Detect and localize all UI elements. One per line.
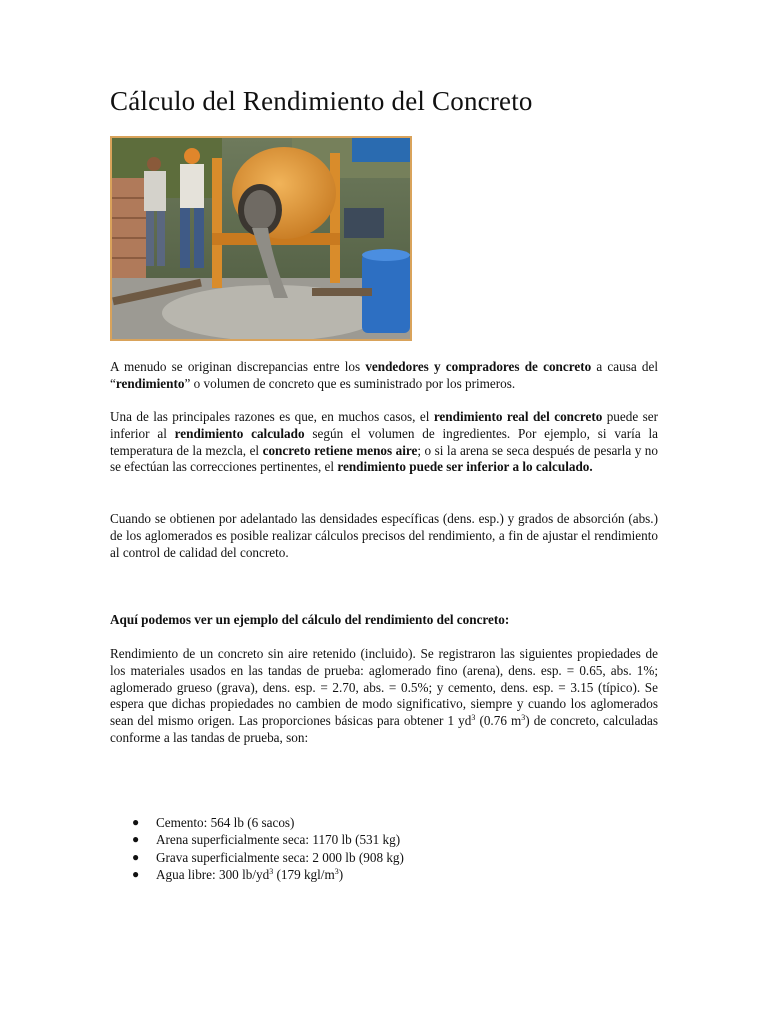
reasons-bold-2: rendimiento calculado <box>174 425 305 441</box>
example-text-2: (0.76 m <box>475 713 522 729</box>
example-heading <box>110 612 658 629</box>
intro-text-1: A menudo se originan discrepancias entre los <box>110 359 366 374</box>
densities-paragraph: Cuando se obtienen por adelantado las densidades específicas (dens. esp.) y grados de absorción (abs.) de los aglomerados es posible realizar cálculos precisos del rendimiento, a fin de ajustar el rendimiento al control de calidad del concreto. <box>110 511 658 560</box>
list-item-text: Grava superficialmente seca: 2 000 lb (908 kg) <box>156 849 404 865</box>
example-paragraph <box>110 646 658 747</box>
list-item-text: Agua libre: 300 lb/yd <box>156 867 270 883</box>
intro-bold-2: rendimiento <box>115 375 185 391</box>
list-item-text: Cemento: 564 lb (6 sacos) <box>156 815 295 830</box>
concrete-mixer-photo <box>110 136 412 341</box>
list-item <box>132 831 404 848</box>
reasons-paragraph <box>110 409 658 476</box>
list-item-text-3: ) <box>338 867 344 883</box>
list-item-text: Arena superficialmente seca: 1170 lb (531 kg) <box>156 832 401 848</box>
reasons-text-4: ; o si la arena se seca después de pesarla y no se efectúan las correcciones pertinentes, el <box>110 442 658 475</box>
bullet-icon: ● <box>132 815 140 829</box>
example-text-3: ) de concreto, calculadas conforme a las tandas de prueba, son: <box>110 713 659 745</box>
list-item <box>132 849 404 866</box>
concrete-mixer-illustration <box>112 138 410 339</box>
intro-bold-1: vendedores y compradores de concreto <box>365 359 592 374</box>
example-text-1: Rendimiento de un concreto sin aire retenido (incluido). Se registraron las siguientes propiedades de los materiales usados en las tandas de prueba: aglomerado fino (arena), dens. esp. = 0.65, abs. 1%; aglomerado grueso (grava), dens. esp. = 2.70, abs. = 0.5%; y cemento, dens. esp. = 3.15 (típico). Se espera que dichas propiedades no cambien de modo significativo, siempre y cuando los aglomerados sean del mismo origen. Las proporciones básicas para obtener 1 yd <box>110 646 658 729</box>
page-title: Cálculo del Rendimiento del Concreto <box>110 86 533 116</box>
list-item-sup-1: 3 <box>269 867 274 877</box>
list-item <box>132 814 404 831</box>
reasons-text-1: Una de las principales razones es que, en muchos casos, el <box>110 409 434 424</box>
example-sup-1: 3 <box>471 713 476 723</box>
reasons-text-2: puede ser inferior al <box>110 409 658 441</box>
intro-text-3: ” o volumen de concreto que es suministrado por los primeros. <box>184 375 516 391</box>
bullet-icon: ● <box>132 832 140 847</box>
reasons-bold-4: rendimiento puede ser inferior a lo calculado. <box>337 459 593 475</box>
example-sup-2: 3 <box>521 713 526 723</box>
intro-paragraph <box>110 359 658 393</box>
example-heading-text: Aquí podemos ver un ejemplo del cálculo del rendimiento del concreto: <box>110 612 510 627</box>
bullet-icon: ● <box>132 867 140 882</box>
materials-list <box>132 814 404 884</box>
bullet-icon: ● <box>132 849 140 864</box>
list-item-text-2: (179 kgl/m <box>273 867 335 883</box>
list-item-sup-2: 3 <box>334 867 339 877</box>
reasons-bold-1: rendimiento real del concreto <box>433 409 603 424</box>
intro-text-2: a causa del “ <box>110 359 659 391</box>
reasons-text-3: según el volumen de ingredientes. Por ejemplo, si varía la temperatura de la mezcla, el <box>110 425 659 458</box>
reasons-bold-3: concreto retiene menos aire <box>262 442 418 458</box>
list-item <box>132 866 404 883</box>
